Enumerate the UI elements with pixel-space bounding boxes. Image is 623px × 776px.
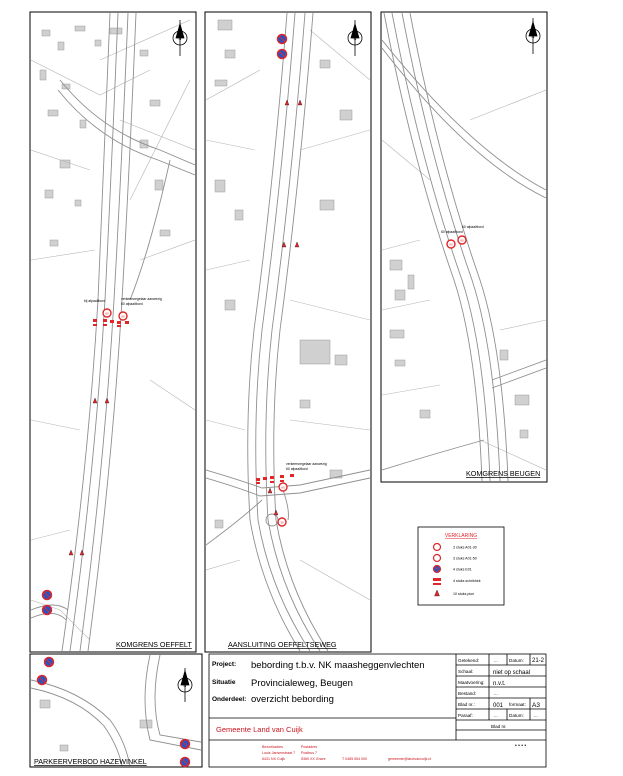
blad-value: 001 <box>493 703 504 709</box>
datum-value: 21-2 <box>532 658 545 664</box>
north-letter: N <box>353 36 357 41</box>
panel-bottom-frame <box>30 654 202 767</box>
svg-text:60: 60 <box>460 238 464 243</box>
maatvoering-label: Maatvoering: <box>458 680 485 685</box>
parking-sign-icon <box>434 566 441 573</box>
parking-signs <box>38 35 287 767</box>
middle-map <box>206 13 370 651</box>
legend-item: 4 stuks E01 <box>453 567 472 572</box>
left-map <box>31 13 195 651</box>
svg-text:60: 60 <box>105 311 109 316</box>
paraaf-value: ... <box>494 713 498 718</box>
legend-item: 4 stuks schrikhek <box>453 579 481 583</box>
client-name: Gemeente Land van Cuijk <box>216 725 303 734</box>
svg-text:60: 60 <box>449 242 453 247</box>
datum2-label: Datum: <box>509 713 524 718</box>
parking-sign-icon <box>43 591 52 600</box>
panel-left-frame <box>30 12 196 652</box>
bestand-label: Bestand: <box>458 691 477 696</box>
svg-text:60: 60 <box>121 314 125 319</box>
bottom-map <box>31 655 201 766</box>
bestand-value: ... <box>494 691 498 696</box>
project-value: bebording t.b.v. NK maasheggenvlechten <box>251 660 425 671</box>
legend-title: VERKLARING <box>444 533 478 539</box>
getekend-label: Getekend: <box>458 658 480 663</box>
footer-text: Postbus 7 <box>301 751 317 755</box>
legend-item: 3 stuks A01-50 <box>453 556 477 561</box>
barriers <box>93 319 294 484</box>
parking-sign-icon <box>278 50 287 59</box>
parking-sign-icon <box>45 658 54 667</box>
parking-sign-icon <box>38 676 47 685</box>
north-letter: N <box>183 683 187 688</box>
north-letter: N <box>178 36 182 41</box>
panel-title-left: KOMGRENS OEFFELT <box>116 640 192 649</box>
blad-label: Blad nr.: <box>458 702 475 707</box>
barrier-icon <box>433 578 441 581</box>
getekend-value: ... <box>494 658 498 663</box>
sign-note: verkeersregelaar aanwezig <box>286 462 327 466</box>
speed-sign-icon <box>434 555 441 562</box>
sign-note: 60 afpaaltbord <box>462 225 484 229</box>
legend-item: 3 stuks A01-30 <box>453 545 477 550</box>
dots: • • • • <box>515 743 527 749</box>
parking-sign-icon <box>181 740 190 749</box>
maatvoering-value: n.v.t. <box>493 681 506 687</box>
formaat-value: A3 <box>532 702 540 709</box>
datum2-value: ... <box>534 713 538 718</box>
north-letter: N <box>531 34 535 39</box>
parking-sign-icon <box>43 606 52 615</box>
parking-sign-icon <box>181 758 190 767</box>
footer-text: Postadres <box>301 745 318 749</box>
situatie-label: Situatie <box>212 679 236 686</box>
footer-text: gemeente@landvancuijk.nl <box>388 757 432 761</box>
schaal-value: niet op schaal <box>493 670 531 676</box>
legend <box>418 527 504 605</box>
formaat-label: formaat: <box>509 702 526 707</box>
onderdeel-value: overzicht bebording <box>251 694 334 705</box>
bladnr2-label: Blad nr. <box>491 724 507 729</box>
sign-note: verkeersregelaar aanwezig <box>121 297 162 301</box>
sign-note: 60 afpaaltbord <box>121 302 143 306</box>
panel-title-right: KOMGRENS BEUGEN <box>466 469 541 478</box>
footer-text: 5431 NX Cuijk <box>262 757 285 761</box>
speed-sign-icon <box>434 544 441 551</box>
footer-text: 5360 XX Grave <box>301 757 326 761</box>
parking-sign-icon <box>278 35 287 44</box>
project-label: Project: <box>212 661 237 668</box>
panel-title-bottom: PARKEERVERBOD HAZEWINKEL <box>34 757 147 766</box>
sign-note: 60 afpaaltbord <box>286 467 308 471</box>
onderdeel-label: Onderdeel: <box>212 696 247 703</box>
footer-text: Louis Jansenstraat 7 <box>262 751 296 755</box>
svg-text:60: 60 <box>281 485 285 490</box>
paraaf-label: Paraaf: <box>458 713 473 718</box>
panel-middle-frame <box>205 12 371 652</box>
datum-label: Datum: <box>509 658 524 663</box>
right-map <box>382 13 546 481</box>
legend-item: 10 stuks pion <box>453 592 475 596</box>
svg-text:30: 30 <box>280 520 284 525</box>
footer-text: T 0485 554 000 <box>342 757 368 761</box>
footer-text: Bezoekadres <box>262 745 283 749</box>
sign-note: bij afpaaltbord <box>84 299 106 303</box>
sign-note: 60 afpaaltbord <box>441 230 463 234</box>
panel-title-middle: AANSLUITING OEFFELTSEWEG <box>228 640 337 649</box>
situatie-value: Provincialeweg, Beugen <box>251 678 353 689</box>
schaal-label: Schaal: <box>458 669 474 674</box>
